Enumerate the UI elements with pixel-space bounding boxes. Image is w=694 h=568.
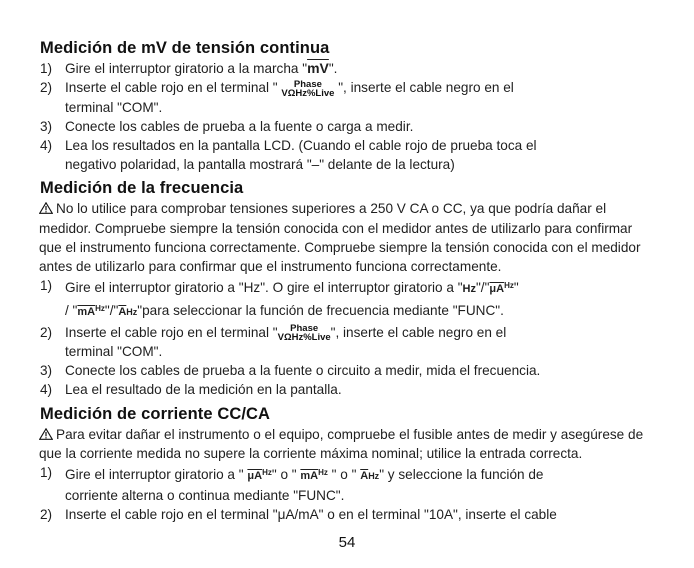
item-text: Conecte los cables de prueba a la fuente o circuito a medir, mida el frecuencia.: [65, 363, 541, 379]
hz-superscript: Hz: [95, 304, 105, 314]
item-text: Inserte el cable rojo en el terminal "μA/mA" o en el terminal "10A", inserte el cable: [65, 507, 557, 523]
item-text-pre: Gire el interruptor giratorio a ": [65, 467, 248, 483]
item-text-post: ", inserte el cable negro en el: [338, 80, 514, 96]
mv-dc-symbol: $\overline{mV}$: [307, 60, 329, 76]
item-text-pre: Gire el interruptor giratorio a "Hz". O gire el interruptor giratorio a ": [65, 280, 463, 296]
item-text-post: ", inserte el cable negro en el: [330, 324, 507, 340]
hz-superscript: Hz: [262, 468, 272, 478]
item-number: 2): [40, 80, 53, 96]
ua-symbol: $\overline{\mu A}$: [247, 470, 263, 483]
item-continuation: terminal "COM".: [65, 344, 163, 360]
item-text-pre: Inserte el cable rojo en el terminal ": [65, 324, 278, 340]
section-title-mv: Medición de mV de tensión continua: [40, 39, 330, 57]
ua-symbol: $\overline{\mu A}$: [489, 283, 505, 296]
list-item: [40, 78, 656, 97]
item-number: 1): [40, 278, 53, 294]
item-number: 2): [40, 324, 53, 340]
item-text: [65, 276, 656, 299]
list-item: [40, 136, 656, 155]
item-text-pre: Gire el interruptor giratorio a la marcha ": [65, 61, 308, 76]
hz-label: Hz: [368, 471, 380, 482]
item-text-post: ": [513, 280, 519, 296]
item-number: 4): [40, 382, 53, 398]
item-text: Lea el resultado de la medición en la pantalla.: [65, 382, 342, 398]
list-item: [40, 59, 656, 78]
list-item: [40, 361, 656, 380]
list-item: [40, 276, 656, 299]
section-title-frequency: Medición de la frecuencia: [40, 179, 244, 198]
page-number: 54: [338, 534, 356, 551]
item-text-post: ".: [328, 61, 338, 76]
item-text-post: " y seleccione la función de: [379, 467, 544, 483]
list-item: [40, 380, 656, 399]
item-number: 1): [40, 61, 53, 76]
item-text: [65, 59, 656, 78]
hz-ac-dc-symbol: Hz: [462, 283, 476, 296]
manual-page: [40, 38, 656, 525]
cont-text-post: "para seleccionar la función de frecuencia mediante "FUNC".: [137, 303, 504, 319]
item-continuation: corriente alterna o continua mediante "FUNC".: [65, 488, 345, 504]
item-continuation: terminal "COM".: [65, 99, 163, 115]
item-continuation: negativo polaridad, la pantalla mostrará "–" delante de la lectura): [65, 157, 455, 173]
hz-label: Hz: [126, 307, 138, 318]
item-text: [65, 323, 656, 342]
terminal-symbol: [281, 80, 334, 98]
terminal-symbol-top: Phase: [290, 323, 319, 335]
terminal-symbol-bottom: VΩHz%Live: [277, 332, 331, 344]
item-number: 2): [40, 507, 53, 523]
terminal-symbol-top: Phase: [293, 78, 322, 90]
item-continuation: [40, 299, 656, 322]
item-number: 3): [40, 363, 53, 379]
cont-text-pre: / ": [65, 303, 78, 319]
item-text: Conecte los cables de prueba a la fuente o carga a medir.: [65, 118, 414, 134]
ma-symbol: $\overline{mA}$: [300, 470, 319, 483]
warning-triangle-icon: [39, 428, 53, 440]
cont-text-mid: "/": [104, 303, 119, 319]
warning-triangle-icon: [39, 202, 53, 214]
item-text-mid: "/": [475, 280, 490, 296]
a-symbol: $\overline{A}$: [360, 470, 369, 483]
item-text-mid: " o ": [327, 467, 361, 483]
list-item: [40, 463, 656, 486]
item-number: 1): [40, 465, 53, 481]
hz-superscript: Hz: [504, 281, 514, 291]
list-item: [40, 323, 656, 342]
terminal-symbol: [278, 324, 331, 342]
hz-superscript: Hz: [318, 468, 328, 478]
section-title-current: Medición de corriente CC/CA: [40, 404, 271, 423]
list-item: [40, 117, 656, 136]
item-text: [65, 78, 656, 97]
warning-text: Para evitar dañar el instrumento o el equipo, compruebe el fusible antes de medir y asegúrese de que la corriente medida no supere la corriente máxima nominal; utilice la entrada correcta.: [39, 426, 644, 461]
item-text: Lea los resultados en la pantalla LCD. (Cuando el cable rojo de prueba toca el: [65, 138, 537, 154]
warning-paragraph: [39, 199, 656, 276]
item-text-pre: Inserte el cable rojo en el terminal ": [65, 80, 278, 96]
ma-symbol: $\overline{mA}$: [77, 306, 96, 319]
item-number: 3): [40, 118, 53, 134]
warning-paragraph: [39, 425, 656, 463]
item-number: 4): [40, 138, 53, 154]
terminal-symbol-bottom: VΩHz%Live: [281, 87, 335, 99]
warning-text: No lo utilice para comprobar tensiones superiores a 250 V CA o CC, ya que podría dañar el medidor. Compruebe siempre la tensión conocida con el medidor antes de utilizarlo para confirmar que el instrumento funciona correctamente. Compruebe siempre la tensión conocida con el medidor antes de utilizarlo para confirmar que el instrumento funciona correctamente.: [39, 201, 641, 275]
item-text-mid: " o ": [271, 467, 301, 483]
a-symbol: $\overline{A}$: [118, 306, 127, 319]
item-text: [65, 463, 656, 486]
list-item: [40, 505, 656, 524]
